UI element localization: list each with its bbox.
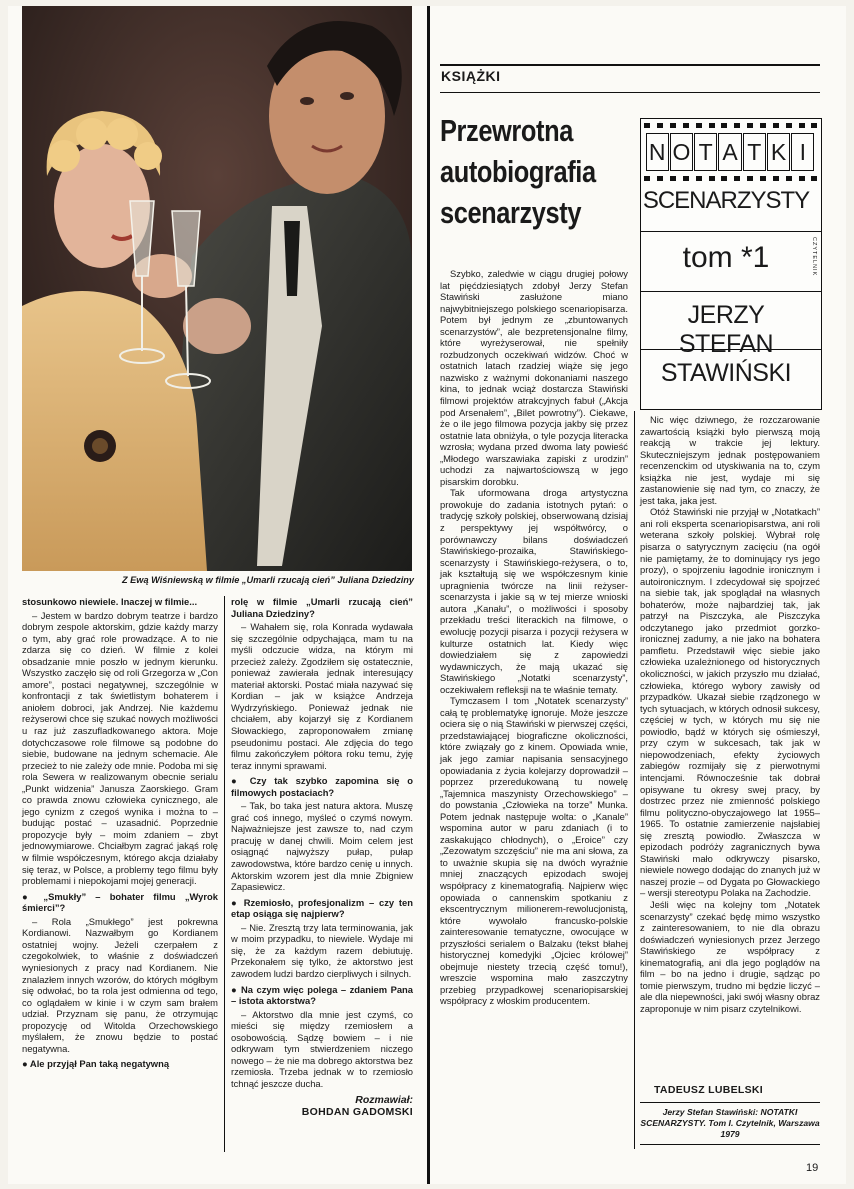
cover-letter: K xyxy=(767,133,790,171)
cover-divider xyxy=(641,349,821,350)
review-paragraph-6: Jeśli więc na kolejny tom „Notatek scenarzysty” czekać będę mimo wszystko z zainteresowaniem, to nie dla obrazu doświadczeń wyniesionych przez Jerzego Stawińskiego ze współpracy z kinematografią, ani dla jego poglądów na film – bo na jedno i drugie, sądząc po tomie pierwszym, trudno mi będzie liczyć – ale dla niepewności, jaki swój własny obraz zaproponuje w nim pisarz czytelnikowi. xyxy=(640,898,820,1014)
page-gutter-rule xyxy=(427,6,430,1184)
film-perforation-middle xyxy=(641,174,821,182)
interview-answer-3: – Wahałem się, rola Konrada wydawała się szczególnie odpychająca, mam tu na myśli odczucie widza, na którym mi przecież zależy. Zgodziłem się ostatecznie, ponieważ zawierała jednak interesujący materiał aktorski. Postać miała nazywać się Kordian – jak w książce Andrzeja Wydrzyńskiego. Ponieważ jednak nie chciałem, aby kojarzył się z Kordianem Słowackiego, zaproponowałem zmianę pseudonimu postaci. Ale zdjęcia do tego filmu zakończyłem półtora roku temu, żyję teraz innymi sprawami. xyxy=(231,621,413,771)
cover-letter: N xyxy=(646,133,669,171)
review-paragraph-1: Szybko, zaledwie w ciągu drugiej połowy lat pięćdziesiątych zdobył Jerzy Stefan Stawiński zasłużone miano najwybitniejszego polskiego scenariopisarza. Potem był jednym ze „zbuntowanych scenarzystów”, ale bezpretensjonalne filmy, które wyreżyserował, nie spełniły rozbudzonych oczekiwań widzów. Choć w ostatnich latach rzadziej wiąże się jego nazwisko z ważnymi dokonaniami naszego kina, to jednak wciąż dostarcza Stawiński filmowi projektów atrakcyjnych fabuł („Akcja pod Arsenałem”, „Bilet powrotny”). Ciekawe, że o ile jego filmowa pozycja jakby się przez ostatnie lata obniżyła, o tyle pozycja literacka wzrosła; wydana przed dwoma laty powieść „Młodego warszawiaka zapiski z urodzin” uchodzi za najwartościowszą w jego pisarskim dorobku. xyxy=(440,268,628,487)
cover-letter: T xyxy=(743,133,766,171)
article-headline: Przewrotna autobiografia scenarzysty xyxy=(440,113,596,230)
interview-answer-2: – Rola „Smukłego” jest pokrewna Kordianowi. Nazwałbym go Kordianem ostatniej wojny. Jeżeli czerpałem z czegokolwiek, to właśnie z doświadczeń wyniesionych z pracy nad Kordianem. Nie znalazłem innych wzorów, do których mógłbym się odwołać, bo ta rola jest odmienna od tego, co oglądałem w kinie i w czym sam brałem udział. Przyznam się panu, że otrzymując propozycję od Witolda Orzechowskiego myślałem, że znowu będzie to postać negatywna. xyxy=(22,915,218,1054)
column-divider xyxy=(634,411,635,1149)
cover-author-first: JERZY STEFAN xyxy=(678,301,774,358)
interview-lead: stosunkowo niewiele. Inaczej w filmie... xyxy=(22,596,198,607)
interview-column-2 xyxy=(231,596,413,1119)
review-paragraph-5: Otóż Stawiński nie przyjął w „Notatkach” ani roli eksperta scenariopisarstwa, ani roli weterana szkoły polskiej. Wybrał rolę pisarza o satyrycznym zacięciu (na ogół nie pamiętamy, że to dominujący rys jego prozy), o spojrzeniu łagodnie ironicznym i autoironicznym. I zdecydował się spojrzeć na siebie tak, jak spoglądał na własnych bohaterów, może najbardziej tak, jak patrzył na Piszczyka, ale Piszczyka odczytanego jako przedmiot gorzko-ironicznej zadumy, a nie jako na bohatera pamfletu. Przedstawił więc siebie jako człowieka uzależnionego od historycznych okoliczności, w jakich przyszło mu działać, człowieka, którego wybory zawisły od przypadków. Ukazał siebie rządzonego w tych sytuacjach, w których odnosił sukcesy, częściej w tych, w których mu się nie powiodło, bądź w których się ośmieszył, przy czym w sukcesach, tak jak w niepowodzeniach, efekty życiowych zabiegów rozmijały się z pierwotnymi intencjami. Równocześnie tak dobrał opisywane tu okresy swej pracy, by dostrzec przez nie zmienność polskiego filmu polityczno-obyczajowego lat 1955–1965. To ostatnie zamierzenie najsłabiej się zresztą powiodło. Zwłaszcza w epizodach podróży zagranicznych bywa Stawiński mało odkrywczy pisarsko, niewiele nowego dodając do znanych już w naszej prozie – od Dygata po Głowackiego – wersji stereotypu Polaka na Zachodzie. xyxy=(640,506,820,899)
interview-question-3: ● Czy tak szybko zapomina się o filmowych postaciach? xyxy=(231,775,413,798)
interview-answer-4: – Tak, bo taka jest natura aktora. Muszę grać coś innego, myśleć o czymś nowym. Najważniejsze jest zawsze to, nad czym pracuję w danej chwili. Moim celem jest osiągnąć najwyższy pułap, pułap zawodowstwa, które bardzo cenię u innych. Aktorskim wzorem jest dla mnie Zbigniew Zapasiewicz. xyxy=(231,800,413,893)
cover-divider xyxy=(641,291,821,292)
page-number: 19 xyxy=(806,1162,819,1174)
section-title: KSIĄŻKI xyxy=(441,68,501,84)
interview-answer-6: – Aktorstwo dla mnie jest czymś, co mieści się między rzemiosłem a osobowością. Sądzę bowiem – i nie odkrywam tym stwierdzeniem niczego nowego – że nie ma dobrego aktorstwa bez rzemiosła. Trzeba jednak w to rzemiosło tchnąć jeszcze ducha. xyxy=(231,1008,413,1089)
section-bottom-rule xyxy=(440,92,820,93)
photo-caption: Z Ewą Wiśniewską w filmie „Umarli rzucają cień” Juliana Dziedziny xyxy=(122,575,414,585)
cover-letter: T xyxy=(694,133,717,171)
cover-letter: O xyxy=(670,133,693,171)
cover-volume: tom *1 xyxy=(682,241,770,274)
review-paragraph-2: Tak uformowana droga artystyczna prowokuje do zadania istotnych pytań: o tradycję szkoły polskiej, obserwowaną dzisiaj z perspektywy jej współtwórcy, o porównawczy bilans doświadczeń Stawińskiego-prozaika, Stawińskiego-scenarzysty i Stawińskiego-reżysera, o to, jak kształtują się we współczesnym kinie upragnienia twórcze na linii reżyser-scenarzysta i jakie są w tej mierze wnioski autora „Kanału”, o możliwości i sposoby przekładu treści literackich na filmowe, o ewolucję pozycji pisarza i pozycji reżysera w kulturze ostatnich lat. Kiedy więc dowiedziałem się z zapowiedzi wydawniczych, że mają ukazać się Stawińskiego „Notatki scenarzysty”, oczekiwałem refleksji na te właśnie tematy. xyxy=(440,487,628,695)
section-top-rule xyxy=(440,64,820,66)
cover-subtitle: SCENARZYSTY xyxy=(642,187,810,214)
cover-divider xyxy=(641,231,821,232)
film-still-photo xyxy=(22,6,412,571)
interview-column-1 xyxy=(22,596,218,1072)
review-column-2 xyxy=(640,414,820,1014)
magazine-page xyxy=(8,6,846,1184)
cover-publisher: CZYTELNIK xyxy=(811,237,817,277)
cover-author-last: STAWIŃSKI xyxy=(660,359,792,387)
book-bibliographic-note: Jerzy Stefan Stawiński: NOTATKI SCENARZYSTY. Tom I. Czytelnik, Warszawa 1979 xyxy=(640,1102,820,1145)
review-column-1 xyxy=(440,268,628,1007)
cover-letter: I xyxy=(791,133,814,171)
interviewer-name: BOHDAN GADOMSKI xyxy=(301,1105,413,1118)
column-divider xyxy=(224,596,225,1152)
book-cover xyxy=(640,118,822,410)
review-paragraph-3: Tymczasem I tom „Notatek scenarzysty” całą tę problematykę ignoruje. Może jeszcze ociera się o nią Stawiński w pierwszej części, przedstawiającej biograficzne okoliczności, które związały go z kinem. Opowiada wnie, jak jego zamiar napisania sensacyjnego opowiadania z życia kolejarzy doprowadził – poprzez przeredukowaną tu nowelę „Tajemnica maszynisty Orzechowskiego” – do powstania „Człowieka na torze” Munka. Potem jednak następuje wolta: o „Kanale” wspomina autor w paru zdaniach (i to zaskakująco chłodnych), o „Eroice” czy „Zezowatym szczęściu” nie ma ani słowa, za to uważnie skupia się na dwóch wyraźnie mniej znaczących epizodach swojej współpracy z kinematografią. Najpierw więc opowiada o cannenskim spotkaniu z ekscentrycznym milionerem-rewolucjonistą, które wywołało francusko-polskie zainteresowanie tematyczne, owocujące w przyszłości serialem o Balzaku (tekst błahej historycznej komedyjki „Ojciec królowej” obejmuje niestety trzecią część tomu!), wreszcie wspomina mało zaszczytny przebieg przypadkowej scenariopisarskiej współpracy z włoskim producentem. xyxy=(440,695,628,1007)
interview-answer-5: – Nie. Zresztą trzy lata terminowania, jak w moim przypadku, to niewiele. Wydaje mi się, że za każdym razem debiutuję. Przekonałem się tylko, że aktorstwo jest zawodem ludzi bardzo cierpliwych i silnych. xyxy=(231,921,413,979)
interview-question-4: ● Rzemiosło, profesjonalizm – czy ten etap osiąga się najpierw? xyxy=(231,896,413,920)
interview-answer-1: – Jestem w bardzo dobrym teatrze i bardzo dobrym zespole aktorskim, gdzie każdy marzy o tym, aby grać role prowadzące. A to nie zdarza się co dzień. W filmie z kolei obsadzanie mnie poszło w jednym kierunku. Wszystko zaczęło się od roli Grzegorza w „Con amore”, postaci negatywnej, szczególnie w konfrontacji z tak świetlistym bohaterem i aniołem dobroci, jak Andrzej. Nie każdemu reżyserowi chce się szukać nowych możliwości u raz już zaszufladkowanego aktora. Moje dotychczasowe role filmowe są podobne do siebie, budowane na jednym schemacie. Ale przecież to nie zależy ode mnie. Podoba mi się rola Sewera w realizowanym obecnie serialu „Punkt widzenia” Janusza Zaorskiego. Gram co prawda znowu człowieka cynicznego, ale jego cynizm z czegoś wynika i można to – budując postać – uzasadnić. Poprzednie propozycje były – moim zdaniem – zbyt jednowymiarowe. Chciałbym zagrać jakąś rolę w filmie współczesnym, którego akcja działaby się teraz, w Polsce, a problemy tego filmu były problemami i niepokojami mojej generacji. xyxy=(22,609,218,887)
review-author: TADEUSZ LUBELSKI xyxy=(654,1084,764,1096)
cover-title-letters xyxy=(645,133,815,171)
interview-question-2-cont: rolę w filmie „Umarli rzucają cień” Juliana Dziedziny? xyxy=(231,596,413,619)
interviewer-label: Rozmawiał: xyxy=(355,1094,413,1107)
cover-letter: A xyxy=(718,133,741,171)
interview-question-2: ● Ale przyjął Pan taką negatywną xyxy=(22,1058,170,1070)
interview-question-5: ● Na czym więc polega – zdaniem Pana – istota aktorstwa? xyxy=(231,983,413,1007)
interview-question-1: ● „Smukły” – bohater filmu „Wyrok śmierci”? xyxy=(22,890,218,914)
film-perforation-top xyxy=(641,121,821,129)
review-paragraph-4: Nic więc dziwnego, że rozczarowanie zawartością książki było pierwszą moją reakcją w trakcie jej lektury. Skuteczniejszym jednak postępowaniem recenzenckim od utyskiwania na to, czym książka nie jest, wydaje mi się zastanowienie się nad tym, co znaczy, że jest taka, jaka jest. xyxy=(640,414,820,506)
